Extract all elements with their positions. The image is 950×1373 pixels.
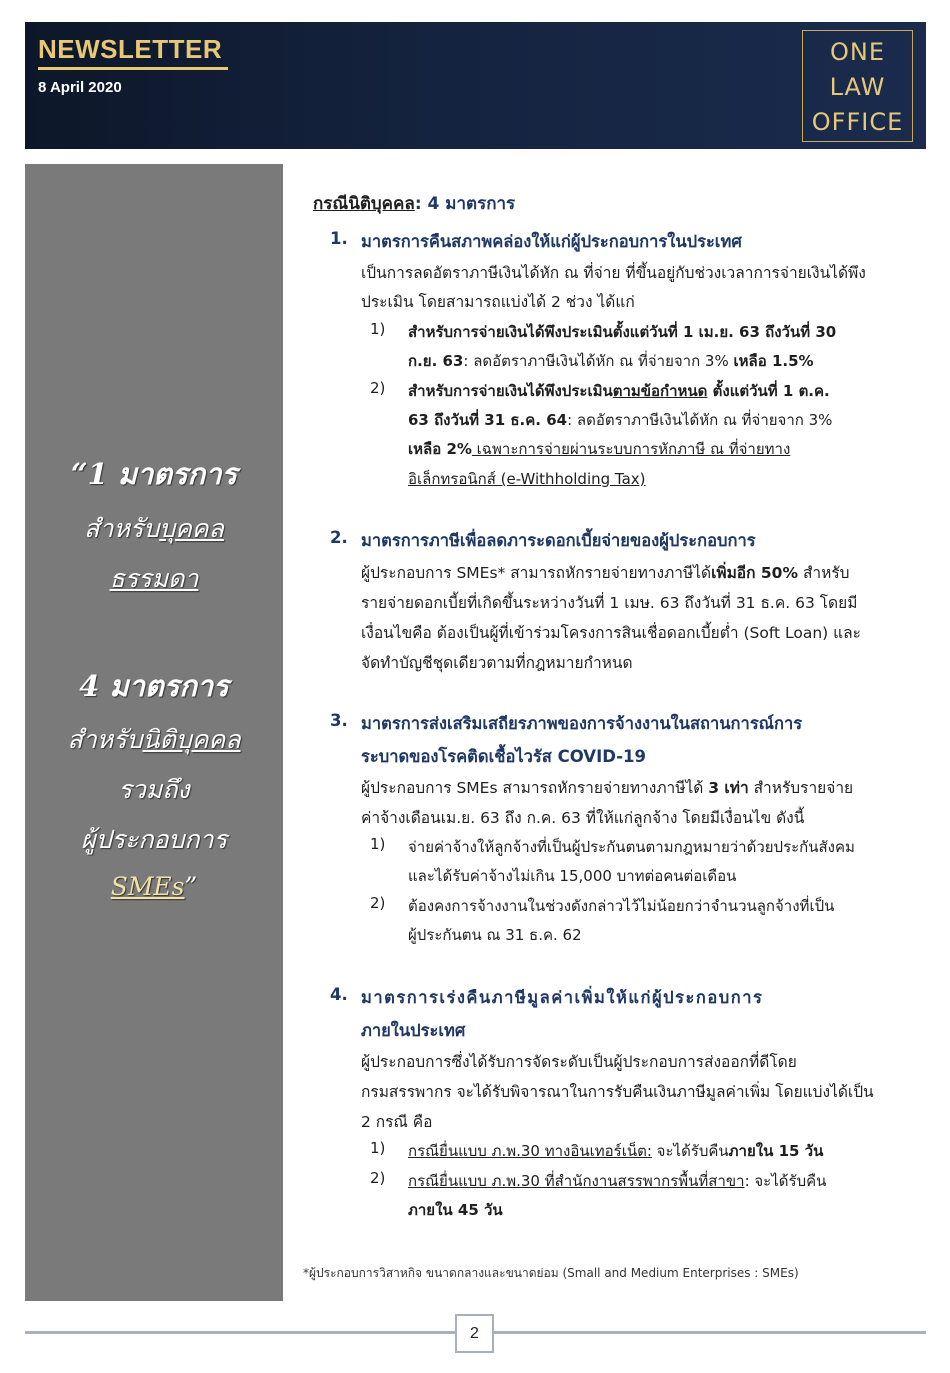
- measure-1-sub-2-line-1: สำหรับการจ่ายเงินได้พึงประเมินตามข้อกำหนด ตั้งแต่วันที่ 1 ต.ค.: [408, 382, 830, 400]
- logo-line-1: ONE: [829, 38, 885, 66]
- measure-3-sub-1-number: 1): [370, 835, 386, 853]
- measure-2-line-3: เงื่อนไขคือ ต้องเป็นผู้ที่เข้าร่วมโครงการสินเชื่อดอกเบี้ยต่ำ (Soft Loan) และ: [361, 624, 861, 642]
- newsletter-title: NEWSLETTER: [38, 34, 223, 64]
- measure-3-number: 3.: [330, 711, 348, 730]
- measure-4-line-3: 2 กรณี คือ: [361, 1113, 433, 1131]
- measure-1-desc-2: ประเมิน โดยสามารถแบ่งได้ 2 ช่วง ได้แก่: [361, 293, 635, 311]
- measure-4-number: 4.: [330, 985, 348, 1004]
- lead-heading: กรณีนิติบุคคล: 4 มาตรการ: [313, 194, 516, 214]
- measure-1-sub-1-line-1: สำหรับการจ่ายเงินได้พึงประเมินตั้งแต่วันที่ 1 เม.ย. 63 ถึงวันที่ 30: [408, 323, 837, 341]
- quote2-line3: รวมถึง: [118, 775, 190, 804]
- measure-1-sub-1-line-2: ก.ย. 63: ลดอัตราภาษีเงินได้หัก ณ ที่จ่ายจาก 3% เหลือ 1.5%: [408, 352, 814, 370]
- measure-3-line-2: ค่าจ้างเดือนเม.ย. 63 ถึง ก.ค. 63 ที่ให้แก่ลูกจ้าง โดยมีเงื่อนไข ดังนี้: [361, 809, 805, 827]
- measure-4-sub-1-number: 1): [370, 1139, 386, 1157]
- measure-3-line-1: ผู้ประกอบการ SMEs สามารถหักรายจ่ายทางภาษีได้ 3 เท่า สำหรับรายจ่าย: [361, 779, 854, 797]
- measure-1-sub-2-number: 2): [370, 379, 386, 397]
- measure-3-sub-1-line-1: จ่ายค่าจ้างให้ลูกจ้างที่เป็นผู้ประกันตนตามกฎหมายว่าด้วยประกันสังคม: [408, 838, 855, 856]
- footnote: *ผู้ประกอบการวิสาหกิจ ขนาดกลางและขนาดย่อม (Small and Medium Enterprises : SMEs): [303, 1266, 799, 1280]
- measure-2-line-4: จัดทำบัญชีชุดเดียวตามที่กฎหมายกำหนด: [361, 654, 633, 672]
- measure-3-sub-2-line-1: ต้องคงการจ้างงานในช่วงดังกล่าวไว้ไม่น้อยกว่าจำนวนลูกจ้างที่เป็น: [408, 897, 835, 915]
- measure-4-sub-2-line-2: ภายใน 45 วัน: [408, 1201, 503, 1219]
- measure-1-sub-2-line-3: เหลือ 2% เฉพาะการจ่ายผ่านระบบการหักภาษี ณ ที่จ่ายทาง: [408, 440, 791, 458]
- quote2-line4: ผู้ประกอบการ: [81, 825, 227, 854]
- quote2-line5: SMEs”: [110, 872, 198, 901]
- measure-4-title-2: ภายในประเทศ: [361, 1021, 466, 1040]
- measure-2-number: 2.: [330, 528, 348, 547]
- logo-line-2: LAW: [829, 73, 886, 101]
- measure-1-sub-2-line-2: 63 ถึงวันที่ 31 ธ.ค. 64: ลดอัตราภาษีเงินได้หัก ณ ที่จ่ายจาก 3%: [408, 411, 833, 429]
- measure-3-title-2: ระบาดของโรคติดเชื้อไวรัส COVID-19: [361, 747, 647, 766]
- measure-3-sub-2-number: 2): [370, 894, 386, 912]
- measure-1-desc-1: เป็นการลดอัตราภาษีเงินได้หัก ณ ที่จ่าย ที่ขึ้นอยู่กับช่วงเวลาการจ่ายเงินได้พึง: [361, 264, 866, 282]
- quote2-line2: สำหรับนิติบุคคล: [67, 725, 241, 754]
- measure-2-title: มาตรการภาษีเพื่อลดภาระดอกเบี้ยจ่ายของผู้ประกอบการ: [361, 531, 756, 550]
- measure-2-line-1: ผู้ประกอบการ SMEs* สามารถหักรายจ่ายทางภาษีได้เพิ่มอีก 50% สำหรับ: [361, 564, 850, 582]
- logo-line-3: OFFICE: [811, 108, 904, 136]
- measure-1-sub-1-number: 1): [370, 320, 386, 338]
- measure-4-line-1: ผู้ประกอบการซึ่งได้รับการจัดระดับเป็นผู้ประกอบการส่งออกที่ดีโดย: [361, 1053, 797, 1071]
- measure-1-title: มาตรการคืนสภาพคล่องให้แก่ผู้ประกอบการในประเทศ: [361, 232, 742, 251]
- measure-4-line-2: กรมสรรพากร จะได้รับพิจารณาในการรับคืนเงินภาษีมูลค่าเพิ่ม โดยแบ่งได้เป็น: [361, 1083, 874, 1101]
- measure-4-sub-1-line: กรณียื่นแบบ ภ.พ.30 ทางอินเทอร์เน็ต: จะได้รับคืนภายใน 15 วัน: [408, 1142, 824, 1160]
- quote1-line3: ธรรมดา: [109, 564, 199, 593]
- measure-1-number: 1.: [330, 229, 348, 248]
- quote2-line1: 4 มาตรการ: [79, 669, 229, 703]
- page-number: 2: [455, 1314, 494, 1353]
- measure-3-sub-1-line-2: และได้รับค่าจ้างไม่เกิน 15,000 บาทต่อคนต่อเดือน: [408, 867, 737, 885]
- measure-3-title-1: มาตรการส่งเสริมเสถียรภาพของการจ้างงานในสถานการณ์การ: [361, 714, 803, 733]
- measure-4-sub-2-line-1: กรณียื่นแบบ ภ.พ.30 ที่สำนักงานสรรพากรพื้นที่สาขา: จะได้รับคืน: [408, 1172, 827, 1190]
- measure-4-sub-2-number: 2): [370, 1169, 386, 1187]
- measure-2-line-2: รายจ่ายดอกเบี้ยที่เกิดขึ้นระหว่างวันที่ 1 เมษ. 63 ถึงวันที่ 31 ธ.ค. 63 โดยมี: [361, 594, 858, 612]
- measure-4-title-1: มาตรการเร่งคืนภาษีมูลค่าเพิ่มให้แก่ผู้ประกอบการ: [361, 988, 764, 1007]
- quote1-line1: “1 มาตรการ: [70, 457, 238, 491]
- measure-1-sub-2-line-4: อิเล็กทรอนิกส์ (e-Withholding Tax): [408, 470, 646, 488]
- quote1-line2: สำหรับบุคคล: [84, 514, 224, 543]
- newsletter-date: 8 April 2020: [38, 79, 122, 96]
- measure-3-sub-2-line-2: ผู้ประกันตน ณ 31 ธ.ค. 62: [408, 926, 582, 944]
